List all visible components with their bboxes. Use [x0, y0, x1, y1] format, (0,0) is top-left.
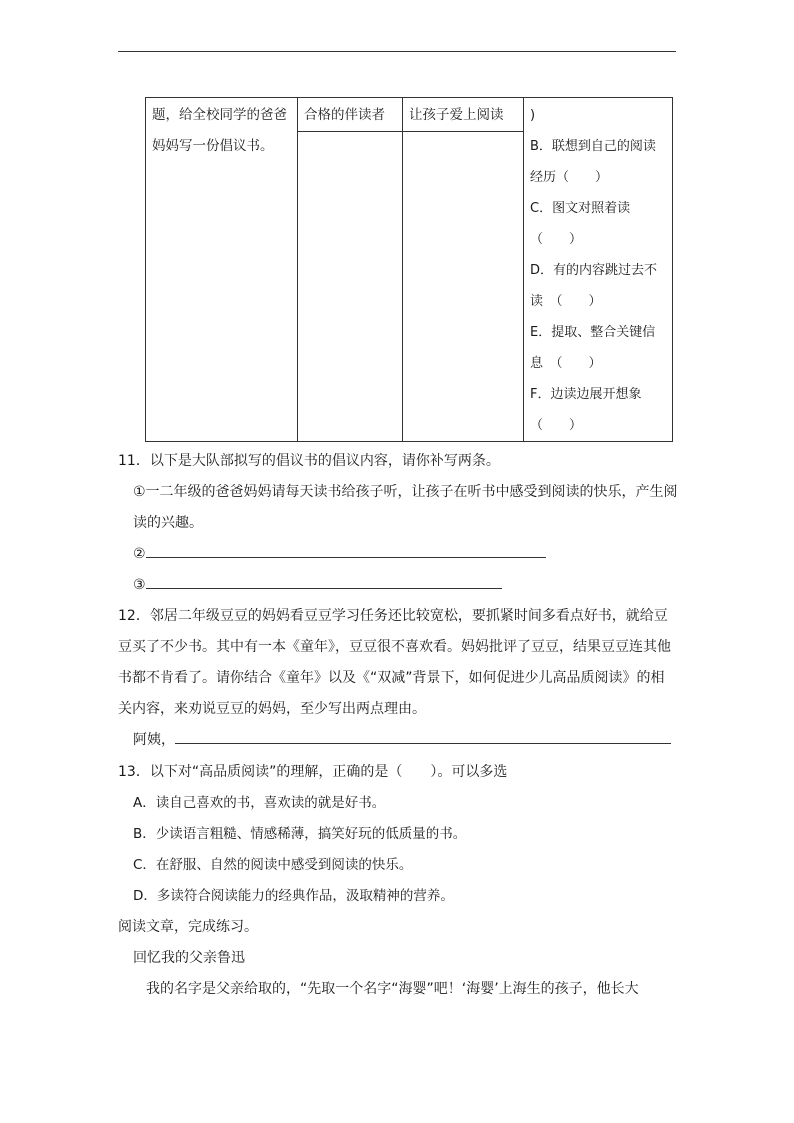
task-cell-text: 题，给全校同学的爸爸妈妈写一份倡议书。 — [152, 107, 287, 154]
option-e: E．提取、整合关键信息 （ ） — [530, 325, 656, 371]
option-c: C．图文对照着读 （ ） — [530, 201, 644, 247]
reading-title: 回忆我的父亲鲁迅 — [133, 950, 245, 966]
q11-item-1: ①一二年级的爸爸妈妈请每天读书给孩子听，让孩子在听书中感受到阅读的快乐，产生阅读的兴趣。 — [133, 484, 678, 531]
love-reading-cell-text: 让孩子爱上阅读 — [409, 107, 504, 123]
q11-item-3-mark: ③ — [133, 577, 146, 593]
question-13 — [118, 757, 678, 912]
q13-option-b[interactable]: B．少读语言粗糙、情感稀薄，搞笑好玩的低质量的书。 — [133, 826, 467, 842]
option-cont: ) — [530, 108, 536, 123]
q11-item-2 — [118, 539, 678, 570]
reading-activity-table — [145, 97, 673, 442]
reading-instruction: 阅读文章，完成练习。 — [118, 919, 258, 935]
options-list — [524, 98, 672, 441]
option-d: D．有的内容跳过去不读 （ ） — [530, 263, 658, 309]
question-12 — [118, 601, 678, 756]
q11-stem: 11．以下是大队部拟写的倡议书的倡议内容，请你补写两条。 — [118, 453, 500, 469]
option-b: B．联想到自己的阅读经历（ ） — [530, 139, 656, 185]
q11-item-3 — [118, 570, 678, 601]
q11-blank-2[interactable] — [146, 543, 546, 558]
options-cell — [524, 98, 673, 442]
q11-blank-3[interactable] — [146, 574, 502, 589]
q13-option-c[interactable]: C．在舒服、自然的阅读中感受到阅读的快乐。 — [133, 857, 413, 873]
q13-option-a[interactable]: A．读自己喜欢的书，喜欢读的就是好书。 — [133, 795, 386, 811]
reading-first-line: 我的名字是父亲给取的，“先取一个名字“海婴”吧！‘海婴’上海生的孩子，他长大 — [146, 981, 639, 997]
love-reading-answer-cell[interactable] — [403, 132, 524, 442]
q13-stem: 13．以下对“高品质阅读”的理解，正确的是（ ）。可以多选 — [118, 764, 508, 780]
q11-item-2-mark: ② — [133, 546, 146, 562]
partner-answer-cell[interactable] — [298, 132, 403, 442]
q12-answer-prefix: 阿姨， — [133, 732, 175, 748]
header-rule — [118, 51, 676, 52]
q12-blank[interactable] — [175, 729, 671, 744]
question-11 — [118, 446, 678, 601]
partner-cell-text: 合格的伴读者 — [304, 107, 385, 123]
love-reading-cell — [403, 98, 524, 132]
q12-answer-line — [118, 725, 678, 756]
q13-option-d[interactable]: D．多读符合阅读能力的经典作品，汲取精神的营养。 — [133, 888, 454, 904]
option-f: F．边读边展开想象（ ） — [530, 387, 642, 433]
partner-cell — [298, 98, 403, 132]
q12-stem: 12．邻居二年级豆豆的妈妈看豆豆学习任务还比较宽松，要抓紧时间多看点好书，就给豆豆买了不少书。其中有一本《童年》，豆豆很不喜欢看。妈妈批评了豆豆，结果豆豆连其他书都不肯看了。请你结合《童年》以及《“双减”背景下，如何促进少儿高品质阅读》的相关内容，来劝说豆豆的妈妈，至少写出两点理由。 — [118, 608, 671, 717]
task-cell — [146, 98, 298, 442]
reading-section — [118, 912, 678, 1005]
